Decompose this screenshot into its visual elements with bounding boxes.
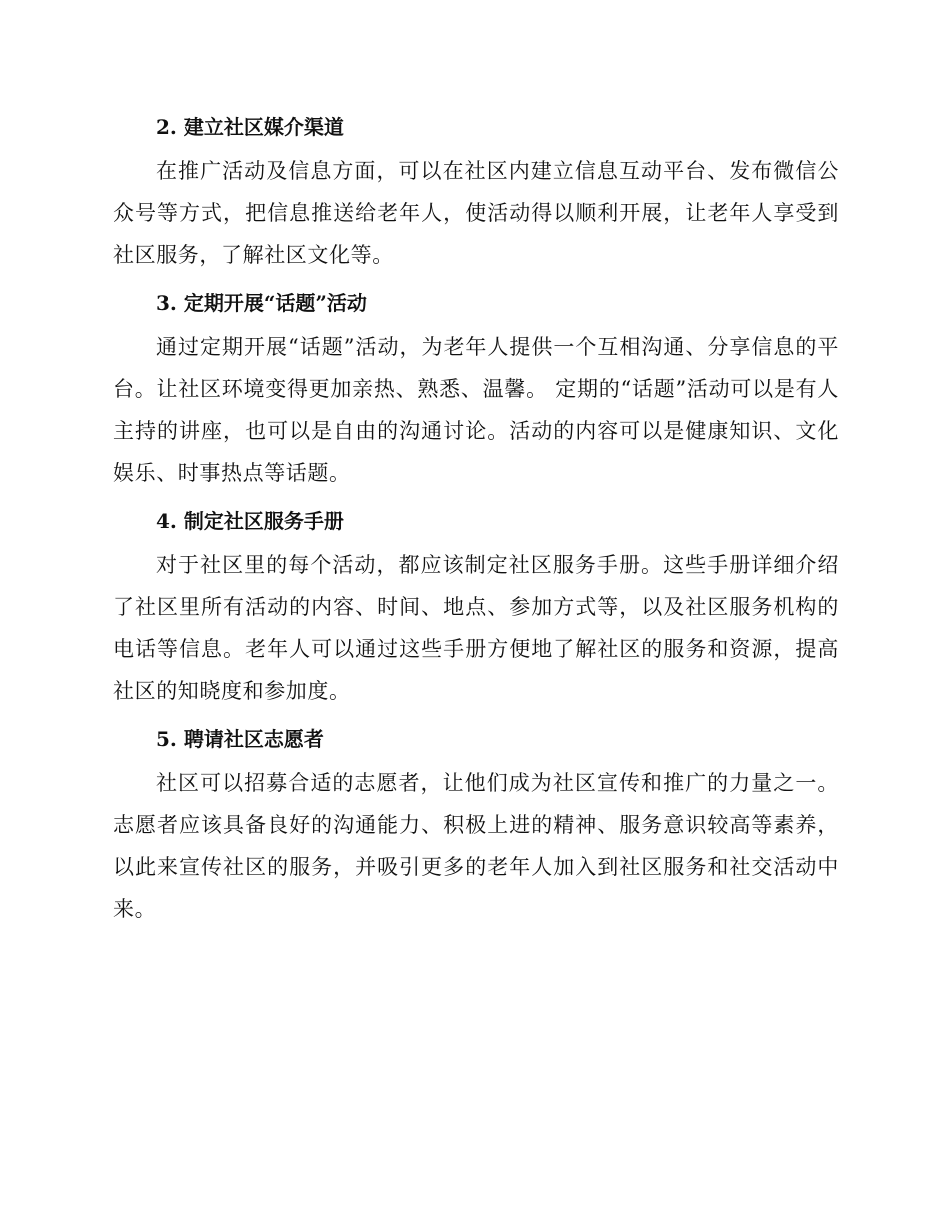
section-heading: 4. 制定社区服务手册 (156, 509, 344, 533)
section-heading: 2. 建立社区媒介渠道 (156, 115, 344, 139)
section-topic-activities (113, 282, 839, 494)
section-paragraph: 在推广活动及信息方面，可以在社区内建立信息互动平台、发布微信公众号等方式，把信息推送给老年人，使活动得以顺利开展，让老年人享受到社区服务，了解社区文化等。 (113, 159, 839, 267)
document-body (113, 106, 839, 936)
section-service-handbook (113, 500, 839, 712)
section-paragraph: 对于社区里的每个活动，都应该制定社区服务手册。这些手册详细介绍了社区里所有活动的内容、时间、地点、参加方式等，以及社区服务机构的电话等信息。老年人可以通过这些手册方便地了解社区的服务和资源，提高社区的知晓度和参加度。 (113, 553, 839, 703)
section-heading: 3. 定期开展“话题”活动 (156, 291, 367, 315)
section-media-channels (113, 106, 839, 276)
section-volunteers (113, 718, 839, 930)
section-paragraph: 通过定期开展“话题”活动，为老年人提供一个互相沟通、分享信息的平台。让社区环境变得更加亲热、熟悉、温馨。 定期的“话题”活动可以是有人主持的讲座，也可以是自由的沟通讨论。活动的内容可以是健康知识、文化娱乐、时事热点等话题。 (113, 335, 839, 485)
section-heading: 5. 聘请社区志愿者 (156, 727, 324, 751)
section-paragraph: 社区可以招募合适的志愿者，让他们成为社区宣传和推广的力量之一。志愿者应该具备良好的沟通能力、积极上进的精神、服务意识较高等素养，以此来宣传社区的服务，并吸引更多的老年人加入到社区服务和社交活动中来。 (113, 771, 839, 921)
